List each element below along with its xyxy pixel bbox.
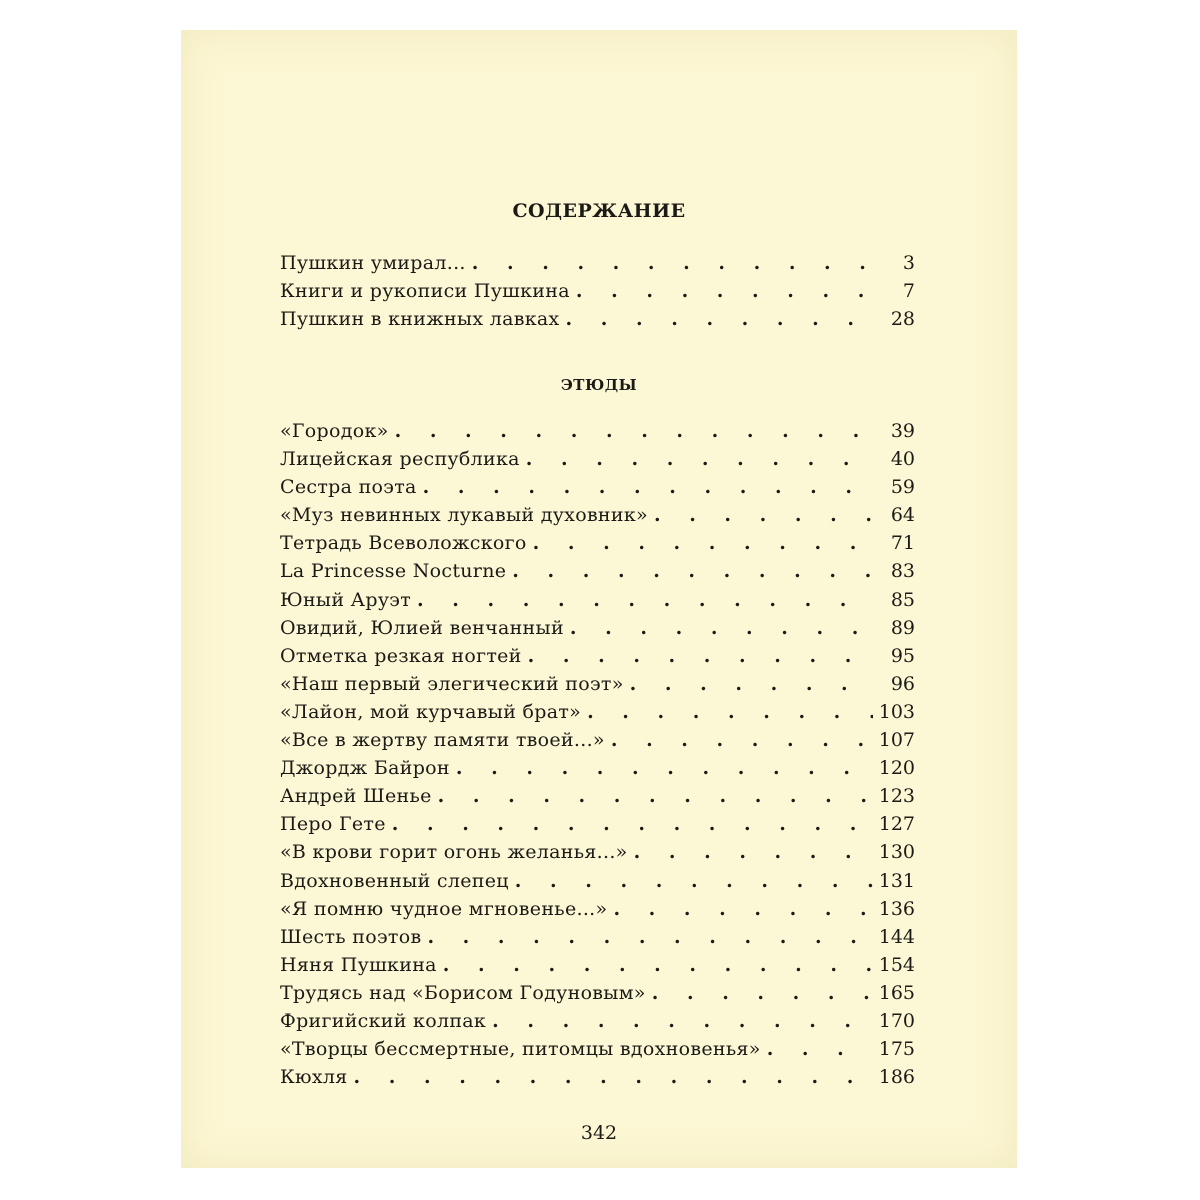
dot-leader — [654, 504, 875, 526]
toc-entry-page: 85 — [890, 588, 915, 611]
dot-leader — [456, 757, 873, 779]
book-page — [181, 30, 1017, 1168]
toc-entry-title: Фригийский колпак — [280, 1009, 487, 1032]
toc-entry-title: «Все в жертву памяти твоей...» — [280, 729, 605, 752]
dot-leader — [492, 1010, 873, 1032]
toc-entry-page: 40 — [890, 448, 915, 471]
toc-entry-page: 96 — [890, 672, 915, 695]
toc-entry-title: La Princesse Nocturne — [280, 560, 507, 583]
toc-entry — [280, 504, 915, 532]
toc-entry-page: 175 — [878, 1038, 915, 1061]
dot-leader — [570, 617, 875, 639]
etudes-heading: ЭТЮДЫ — [560, 376, 638, 394]
dot-leader — [576, 280, 875, 302]
toc-entry-title: Пушкин умирал... — [280, 252, 466, 274]
dot-leader — [392, 813, 873, 835]
toc-entry-title: Юный Аруэт — [280, 588, 412, 611]
toc-entry-page: 186 — [878, 1066, 915, 1089]
toc-entry — [280, 729, 915, 757]
toc-entry — [280, 448, 915, 476]
toc-entry-title: Сестра поэта — [280, 476, 417, 499]
toc-entry-title: Трудясь над «Борисом Годуновым» — [280, 981, 646, 1004]
dot-leader — [533, 532, 875, 554]
toc-entry-page: 3 — [902, 252, 915, 274]
toc-entry-title: Книги и рукописи Пушкина — [280, 280, 570, 303]
toc-entry-title: Вдохновенный слепец — [280, 869, 509, 892]
toc-entry-page: 28 — [890, 308, 915, 331]
dot-leader — [767, 1038, 873, 1060]
toc-entry-title: «Творцы бессмертные, питомцы вдохновенья» — [280, 1038, 761, 1061]
toc-entry-title: Джордж Байрон — [280, 757, 450, 780]
contents-heading: СОДЕРЖАНИЕ — [512, 200, 686, 222]
page-number: 342 — [580, 1122, 618, 1144]
toc-entry-title: Няня Пушкина — [280, 953, 437, 976]
toc-entry-page: 83 — [890, 560, 915, 583]
toc-entry — [280, 1066, 915, 1094]
toc-entry-title: Пушкин в книжных лавках — [280, 308, 560, 331]
toc-entry-page: 71 — [890, 532, 915, 555]
toc-entry-title: «Наш первый элегический поэт» — [280, 672, 624, 695]
toc-entry-page: 107 — [878, 729, 915, 752]
toc-entry-page: 120 — [878, 757, 915, 780]
toc-entry-page: 154 — [878, 953, 915, 976]
toc-entry-page: 131 — [878, 869, 915, 892]
toc-entry — [280, 252, 915, 280]
toc-entry-page: 59 — [890, 476, 915, 499]
toc-entry-title: Шесть поэтов — [280, 925, 422, 948]
toc-entry-page: 123 — [878, 785, 915, 808]
dot-leader — [354, 1066, 873, 1088]
toc-entry — [280, 617, 915, 645]
dot-leader — [652, 982, 873, 1004]
toc-entry — [280, 476, 915, 504]
toc-entry-title: «Я помню чудное мгновенье...» — [280, 897, 608, 920]
toc-entry-title: Андрей Шенье — [280, 785, 432, 808]
dot-leader — [427, 926, 872, 948]
dot-leader — [630, 673, 875, 695]
toc-entry-title: Кюхля — [280, 1066, 348, 1089]
dot-leader — [566, 308, 875, 330]
toc-entry — [280, 870, 915, 898]
dot-leader — [528, 645, 875, 667]
toc-entry — [280, 701, 915, 729]
toc-entry-page: 127 — [878, 813, 915, 836]
dot-leader — [443, 954, 873, 976]
toc-entry-page: 130 — [878, 841, 915, 864]
toc-entry-title: Лицейская республика — [280, 448, 520, 471]
toc-entry — [280, 785, 915, 813]
toc-entry-page: 89 — [890, 616, 915, 639]
toc-entry — [280, 898, 915, 926]
toc-entry-title: «Лайон, мой курчавый брат» — [280, 700, 582, 723]
toc-entry — [280, 308, 915, 336]
toc-entry — [280, 813, 915, 841]
dot-leader — [438, 785, 873, 807]
toc-entry — [280, 926, 915, 954]
dot-leader — [526, 448, 875, 470]
toc-entry-page: 103 — [878, 700, 915, 723]
dot-leader — [634, 841, 873, 863]
toc-entry — [280, 1038, 915, 1066]
dot-leader — [423, 476, 875, 498]
toc-entry-title: Тетрадь Всеволожского — [280, 532, 527, 555]
dot-leader — [417, 589, 875, 611]
toc-entry-title: Отметка резкая ногтей — [280, 644, 522, 667]
toc-entry-title: Овидий, Юлией венчанный — [280, 616, 564, 639]
dot-leader — [512, 560, 875, 582]
toc-entry-page: 95 — [890, 644, 915, 667]
toc-entry — [280, 1010, 915, 1038]
toc-entry — [280, 757, 915, 785]
toc-entry — [280, 420, 915, 448]
toc-entry-page: 136 — [878, 897, 915, 920]
dot-leader — [515, 870, 873, 892]
dot-leader — [611, 729, 873, 751]
toc-entry-page: 144 — [878, 925, 915, 948]
toc-entry — [280, 841, 915, 869]
toc-entry — [280, 645, 915, 673]
toc-entry — [280, 954, 915, 982]
dot-leader — [472, 252, 875, 274]
toc-entry-page: 7 — [902, 280, 915, 303]
toc-entry — [280, 532, 915, 560]
toc-entry — [280, 982, 915, 1010]
toc-entry-title: «Муз невинных лукавый духовник» — [280, 504, 648, 527]
toc-entry-title: «В крови горит огонь желанья...» — [280, 841, 628, 864]
toc-main-list — [280, 252, 915, 336]
dot-leader — [613, 898, 872, 920]
toc-entry-page: 165 — [878, 981, 915, 1004]
toc-entry-page: 39 — [890, 420, 915, 442]
toc-entry — [280, 560, 915, 588]
toc-entry — [280, 589, 915, 617]
toc-entry-page: 64 — [890, 504, 915, 527]
toc-etudes-list — [280, 420, 915, 1094]
toc-entry-title: Перо Гете — [280, 813, 386, 836]
toc-entry-title: «Городок» — [280, 420, 389, 442]
dot-leader — [587, 701, 873, 723]
toc-entry-page: 170 — [878, 1009, 915, 1032]
toc-entry — [280, 280, 915, 308]
toc-entry — [280, 673, 915, 701]
dot-leader — [395, 420, 875, 442]
